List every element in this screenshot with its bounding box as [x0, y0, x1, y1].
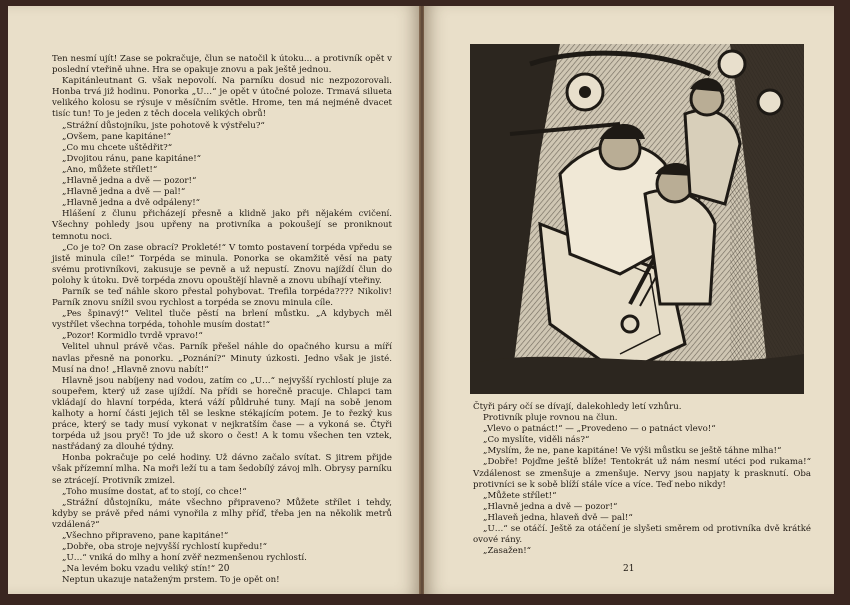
paragraph: Hlavně jsou nabíjeny nad vodou, zatím co „U…“ nejvyšší rychlostí pluje za soupeřem, který už zase ujíždí. Na přídi se horečně pracuje. Chlapci tam vkládají do hlavní torpéda, která váží půldruhé tuny. Mají na sobě jenom kalhoty a horní části jejich těl se leskne stékajícím potem. Je to řezký kus práce, který se tady musí vykonat v nejkratším čase — a vykoná se. Čtyři torpéda už jsou pryč! To jde už skoro o čest! A k tomu všechen ten vztek, nastřádaný za dlouhé týdny. — [52, 375, 392, 453]
paragraph: „Na levém boku vzadu veliký stín!“ — [62, 564, 216, 575]
page-number: 20 — [218, 564, 230, 574]
paragraph: Kapitánleutnant G. však nepovolí. Na parníku dosud nic nezpozorovali. Honba trvá již hodinu. Ponorka „U…“ je opět v útočné poloze. Trmavá silueta velikého kolosu se rýsuje v měsíčním světle. Hrome, ten má nejméně dvacet tisíc tun! To je jeden z těch docela velikých obrů! — [52, 76, 392, 120]
paragraph: „Hlavně jedna a dvě odpáleny!“ — [62, 198, 201, 209]
paragraph: „Strážní důstojníku, jste pohotově k výstřelu?“ — [62, 120, 265, 131]
page-number: 21 — [623, 564, 635, 574]
paragraph: Protivník pluje rovnou na člun. — [483, 413, 618, 424]
paragraph: Čtyři páry očí se dívají, dalekohledy letí vzhůru. — [473, 402, 682, 412]
paragraph: „Strážní důstojníku, máte všechno připraveno? Můžete střílet i tehdy, kdyby se právě před námi vynořila z mlhy příď, třeba jen na několik metrů vzdálená?“ — [52, 497, 392, 530]
left-page — [8, 6, 420, 594]
paragraph: „Myslím, že ne, pane kapitáne! Ve výši můstku se ještě táhne mlha!“ — [483, 446, 782, 457]
paragraph: „U…“ se otáčí. Ještě za otáčení je slyšeti směrem od protivníka dvě krátké ovové rány. — [473, 524, 811, 546]
paragraph: „Co mu chcete uštědřit?“ — [62, 142, 173, 153]
paragraph: „Zasažen!“ — [483, 546, 532, 557]
paragraph: Honba pokračuje po celé hodiny. Už dávno začalo svítat. S jitrem přijde však přízemní mlha. Na moři leží tu a tam šedobílý závoj mlh. Obrysy parníku se ztrácejí. Protivník zmizel. — [52, 453, 392, 486]
paragraph: „Co je to? On zase obrací? Prokleté!“ V tomto postavení torpéda vpředu se jistě minula cíle!“ Torpéda se minula. Ponorka se okamžitě věsí na paty svému protivníkovi, zakusuje se pevně a už nepustí. Znovu najíždí člun do polohy k útoku. Dvě torpéda znovu opouštějí hlavně a znovu ubíhají vteřiny. — [52, 242, 392, 286]
paragraph: „Ovšem, pane kapitáne!“ — [62, 131, 172, 142]
paragraph: Ten nesmí ujít! Zase se pokračuje, člun se natočil k útoku... a protivník opět v poslední vteřině uhne. Hra se opakuje znovu a pak ještě jednou. — [52, 54, 392, 76]
illustration-drawing — [470, 44, 804, 394]
paragraph: „Hlavně jedna a dvě — pal!“ — [62, 187, 186, 198]
left-page-text — [52, 54, 392, 587]
paragraph: „Hlavně jedna a dvě — pozor!“ — [483, 501, 618, 512]
paragraph: „Dvojitou ránu, pane kapitáne!“ — [62, 153, 202, 164]
right-page — [424, 6, 834, 594]
paragraph: Hlášení z člunu přicházejí přesně a klidně jako při nějakém cvičení. Všechny pohledy jsou upřeny na protivníka a pokoušejí se proniknout temnotu noci. — [52, 209, 392, 242]
paragraph: „Všechno připraveno, pane kapitáne!“ — [62, 531, 229, 542]
paragraph: „Hlaveň jedna, hlaveň dvě — pal!“ — [483, 512, 633, 523]
paragraph: „Dobře! Pojďme ještě blíže! Tentokrát už nám nesmí utéci pod rukama!“ Vzdálenost se zmenšuje a zmenšuje. Nervy jsou napjaty k prasknutí. Oba protivníci se k sobě blíží stále více a více. Teď nebo nikdy! — [473, 457, 811, 490]
paragraph: „Co myslíte, viděli nás?“ — [483, 435, 590, 446]
paragraph: „Ano, můžete střílet!“ — [62, 164, 158, 175]
paragraph: „Vlevo o patnáct!“ — „Provedeno — o patnáct vlevo!“ — [483, 424, 716, 435]
paragraph: Neptun ukazuje nataženým prstem. To je opět on! — [62, 575, 280, 586]
paragraph: Velitel uhnul právě včas. Parník přešel náhle do opačného kursu a míří navlas přesně na ponorku. „Poznání?“ Minuty úzkosti. Jedno však je jisté. Musí na dno! „Hlavně znovu nabít!“ — [52, 342, 392, 375]
paragraph: „Hlavně jedna a dvě — pozor!“ — [62, 176, 197, 187]
paragraph: „Dobře, oba stroje nejvyšší rychlostí kupředu!“ — [62, 542, 268, 553]
paragraph: „U…“ vniká do mlhy a honí zvěř nezmenšenou rychlostí. — [62, 553, 307, 564]
paragraph: „Pes špinavý!“ Velitel tluče pěstí na brlení můstku. „A kdybych měl vystřílet všechna torpéda, tohohle musím dostat!“ — [52, 309, 392, 331]
right-page-text — [473, 402, 811, 557]
paragraph: „Pozor! Kormidlo tvrdě vpravo!“ — [62, 331, 203, 342]
paragraph: „Můžete střílet!“ — [483, 490, 557, 501]
paragraph: Parník se teď náhle skoro přestal pohybovat. Trefila torpéda???? Nikoliv! Parník znovu snížil svou rychlost a torpéda se znovu minula cíle. — [52, 286, 392, 309]
paragraph: „Toho musíme dostat, ať to stojí, co chce!“ — [62, 486, 247, 497]
torpedo-loading-illustration — [470, 44, 804, 394]
